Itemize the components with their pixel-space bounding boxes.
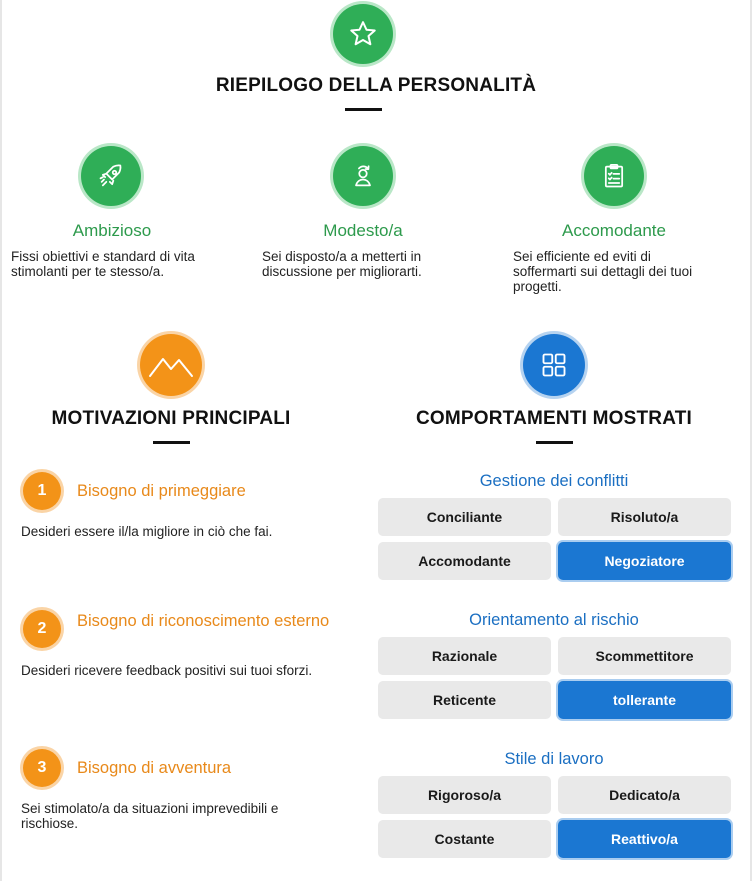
- motivation-desc-2: Desideri ricevere feedback positivi sui tuoi sforzi.: [21, 663, 313, 678]
- trait-title-accomodante: Accomodante: [562, 221, 666, 240]
- motivation-number-1: 1: [23, 472, 61, 510]
- mountain-icon: [140, 334, 202, 396]
- summary-heading-underline: [345, 108, 382, 111]
- group-title-lavoro: Stile di lavoro: [504, 750, 604, 768]
- trait-title-ambizioso: Ambizioso: [72, 221, 152, 240]
- chip-reticente[interactable]: Reticente: [378, 681, 551, 719]
- motivation-title-2: Bisogno di riconoscimento esterno: [77, 612, 330, 630]
- motivations-heading-underline: [153, 441, 190, 444]
- chip-razionale[interactable]: Razionale: [378, 637, 551, 675]
- clipboard-checklist-icon: [584, 146, 644, 206]
- trait-desc-ambizioso: Fissi obiettivi e standard di vita stimolanti per te stesso/a.: [11, 249, 195, 279]
- chip-rigoroso[interactable]: Rigoroso/a: [378, 776, 551, 814]
- behaviors-heading-underline: [536, 441, 573, 444]
- chip-negoziatore-selected[interactable]: Negoziatore: [558, 542, 731, 580]
- trait-title-modesto: Modesto/a: [323, 221, 403, 240]
- chip-reattivo-selected[interactable]: Reattivo/a: [558, 820, 731, 858]
- chip-costante[interactable]: Costante: [378, 820, 551, 858]
- chip-dedicato[interactable]: Dedicato/a: [558, 776, 731, 814]
- rocket-icon: [81, 146, 141, 206]
- trait-desc-modesto: Sei disposto/a a metterti in discussione per migliorarti.: [262, 249, 422, 279]
- grid-icon: [523, 334, 585, 396]
- motivation-number-3: 3: [23, 749, 61, 787]
- person-refresh-icon: [333, 146, 393, 206]
- motivation-title-1: Bisogno di primeggiare: [77, 482, 246, 500]
- chip-conciliante[interactable]: Conciliante: [378, 498, 551, 536]
- summary-heading: RIEPILOGO DELLA PERSONALITÀ: [215, 75, 537, 96]
- chip-scommettitore[interactable]: Scommettitore: [558, 637, 731, 675]
- motivations-heading: MOTIVAZIONI PRINCIPALI: [51, 408, 291, 429]
- motivation-title-3: Bisogno di avventura: [77, 759, 232, 777]
- chip-accomodante[interactable]: Accomodante: [378, 542, 551, 580]
- group-title-conflitti: Gestione dei conflitti: [479, 472, 629, 490]
- chip-tollerante-selected[interactable]: tollerante: [558, 681, 731, 719]
- group-title-rischio: Orientamento al rischio: [469, 611, 639, 629]
- motivation-desc-1: Desideri essere il/la migliore in ciò che fai.: [21, 524, 273, 539]
- trait-desc-accomodante: Sei efficiente ed eviti di soffermarti sui dettagli dei tuoi progetti.: [513, 249, 693, 294]
- behaviors-heading: COMPORTAMENTI MOSTRATI: [415, 408, 692, 429]
- motivation-number-2: 2: [23, 610, 61, 648]
- left-page-edge: [0, 0, 2, 881]
- motivation-desc-3: Sei stimolato/a da situazioni imprevedibili e rischiose.: [21, 801, 279, 831]
- star-icon: [333, 4, 393, 64]
- chip-risoluto[interactable]: Risoluto/a: [558, 498, 731, 536]
